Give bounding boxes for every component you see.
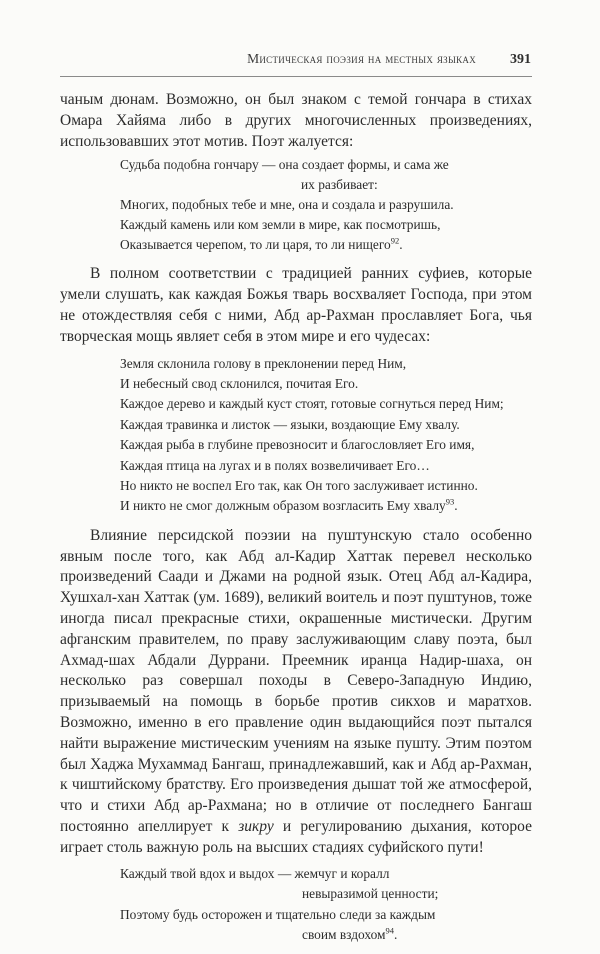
verse-line: Но никто не воспел Его так, как Он того заслуживает истинно.	[120, 478, 478, 494]
footnote-ref[interactable]: 92	[390, 235, 400, 246]
verse-line: Судьба подобна гончару — она создает формы, и сама же	[120, 157, 449, 173]
footnote-ref[interactable]: 93	[445, 496, 455, 507]
verse-block-2	[120, 354, 532, 517]
verse-line: Каждый твой вдох и выдох — жемчуг и коралл	[120, 865, 390, 881]
paragraph-3-text-b: и регулированию дыхания, которое играет столь важную роль на высших стадиях суфийского пути!	[60, 817, 532, 856]
verse-line: И никто не смог должным образом возгласить Ему хвалу$^{93}$.	[120, 496, 458, 514]
verse-line-text: И никто не смог должным образом возгласить Ему хвалу	[120, 498, 446, 514]
verse-line: Поэтому будь осторожен и тщательно следи за каждым	[120, 906, 436, 922]
verse-line: их разбивает:	[301, 177, 378, 193]
footnote-ref[interactable]: 94	[385, 925, 395, 936]
verse-line: Многих, подобных тебе и мне, она и создала и разрушила.	[120, 197, 454, 213]
verse-line: Каждый камень или ком земли в мире, как посмотришь,	[120, 217, 441, 233]
verse-line: Каждая птица на лугах и в полях возвеличивает Его…	[120, 457, 430, 473]
verse-line: своим вздохом$^{94}$.	[302, 925, 398, 943]
paragraph-1: чаным дюнам. Возможно, он был знаком с темой гончара в стихах Омара Хайяма либо в других многочисленных произведениях, использовавших этот мотив. Поэт жалуется:	[60, 91, 532, 150]
verse-line: Оказывается черепом, то ли царя, то ли нищего$^{92}$.	[120, 235, 403, 253]
verse-line: Каждая травинка и листок — языки, воздающие Ему хвалу.	[120, 416, 460, 432]
verse-line: Каждое дерево и каждый куст стоят, готовые согнуться перед Ним;	[120, 396, 504, 412]
verse-line: невыразимой ценности;	[302, 886, 439, 902]
verse-line-text: своим вздохом	[302, 927, 386, 943]
running-title: Мистическая поэзия на местных языках	[247, 51, 476, 66]
header-rule	[60, 76, 532, 77]
page-number: 391	[510, 52, 531, 67]
italic-term: зикру	[238, 817, 274, 835]
running-head	[0, 51, 531, 68]
paragraph-2: В полном соответствии с традицией ранних суфиев, которые умели слушать, как каждая Божья тварь восхваляет Господа, при этом не отождествляя себя с ними, Абд ар-Рахман прославляет Бога, чья творческая мощь являет себя в этом мире и его чудесах:	[60, 265, 532, 345]
verse-line-text: Оказывается черепом, то ли царя, то ли нищего	[120, 237, 391, 253]
verse-line: И небесный свод склонился, почитая Его.	[120, 375, 359, 391]
verse-block-3	[120, 864, 532, 946]
verse-line: Каждая рыба в глубине превозносит и благословляет Его имя,	[120, 437, 475, 453]
verse-line: Земля склонила голову в преклонении перед Ним,	[120, 355, 407, 371]
verse-block-1	[120, 155, 532, 255]
paragraph-3	[60, 526, 532, 859]
paragraph-3-text-a: Влияние персидской поэзии на пуштунскую стало особенно явным после того, как Абд ал-Кадир Хаттак перевел несколько произведений Саади и Джами на родной язык. Отец Абд ал-Кадира, Хушхал-хан Хаттак (ум. 1689), великий воитель и поэт пуштунов, тоже иногда писал прекрасные стихи, окрашенные мистически. Другим афганским правителем, по праву заслуживающим славу поэта, был Ахмад-шах Абдали Дуррани. Преемник иранца Надир-шаха, он несколько раз совершал походы в Северо-Западную Индию, призываемый на помощь в борьбе против сикхов и маратхов. Возможно, именно в его правление один выдающийся поэт пытался найти выражение мистическим учениям на языке пушту. Этим поэтом был Хаджа Мухаммад Бангаш, принадлежавший, как и Абд ар-Рахман, к чиштийскому братству. Его произведения дышат той же атмосферой, что и стихи Абд ар-Рахмана; но в отличие от последнего Бангаш постоянно апеллирует к	[60, 526, 532, 835]
body-text	[60, 90, 532, 954]
